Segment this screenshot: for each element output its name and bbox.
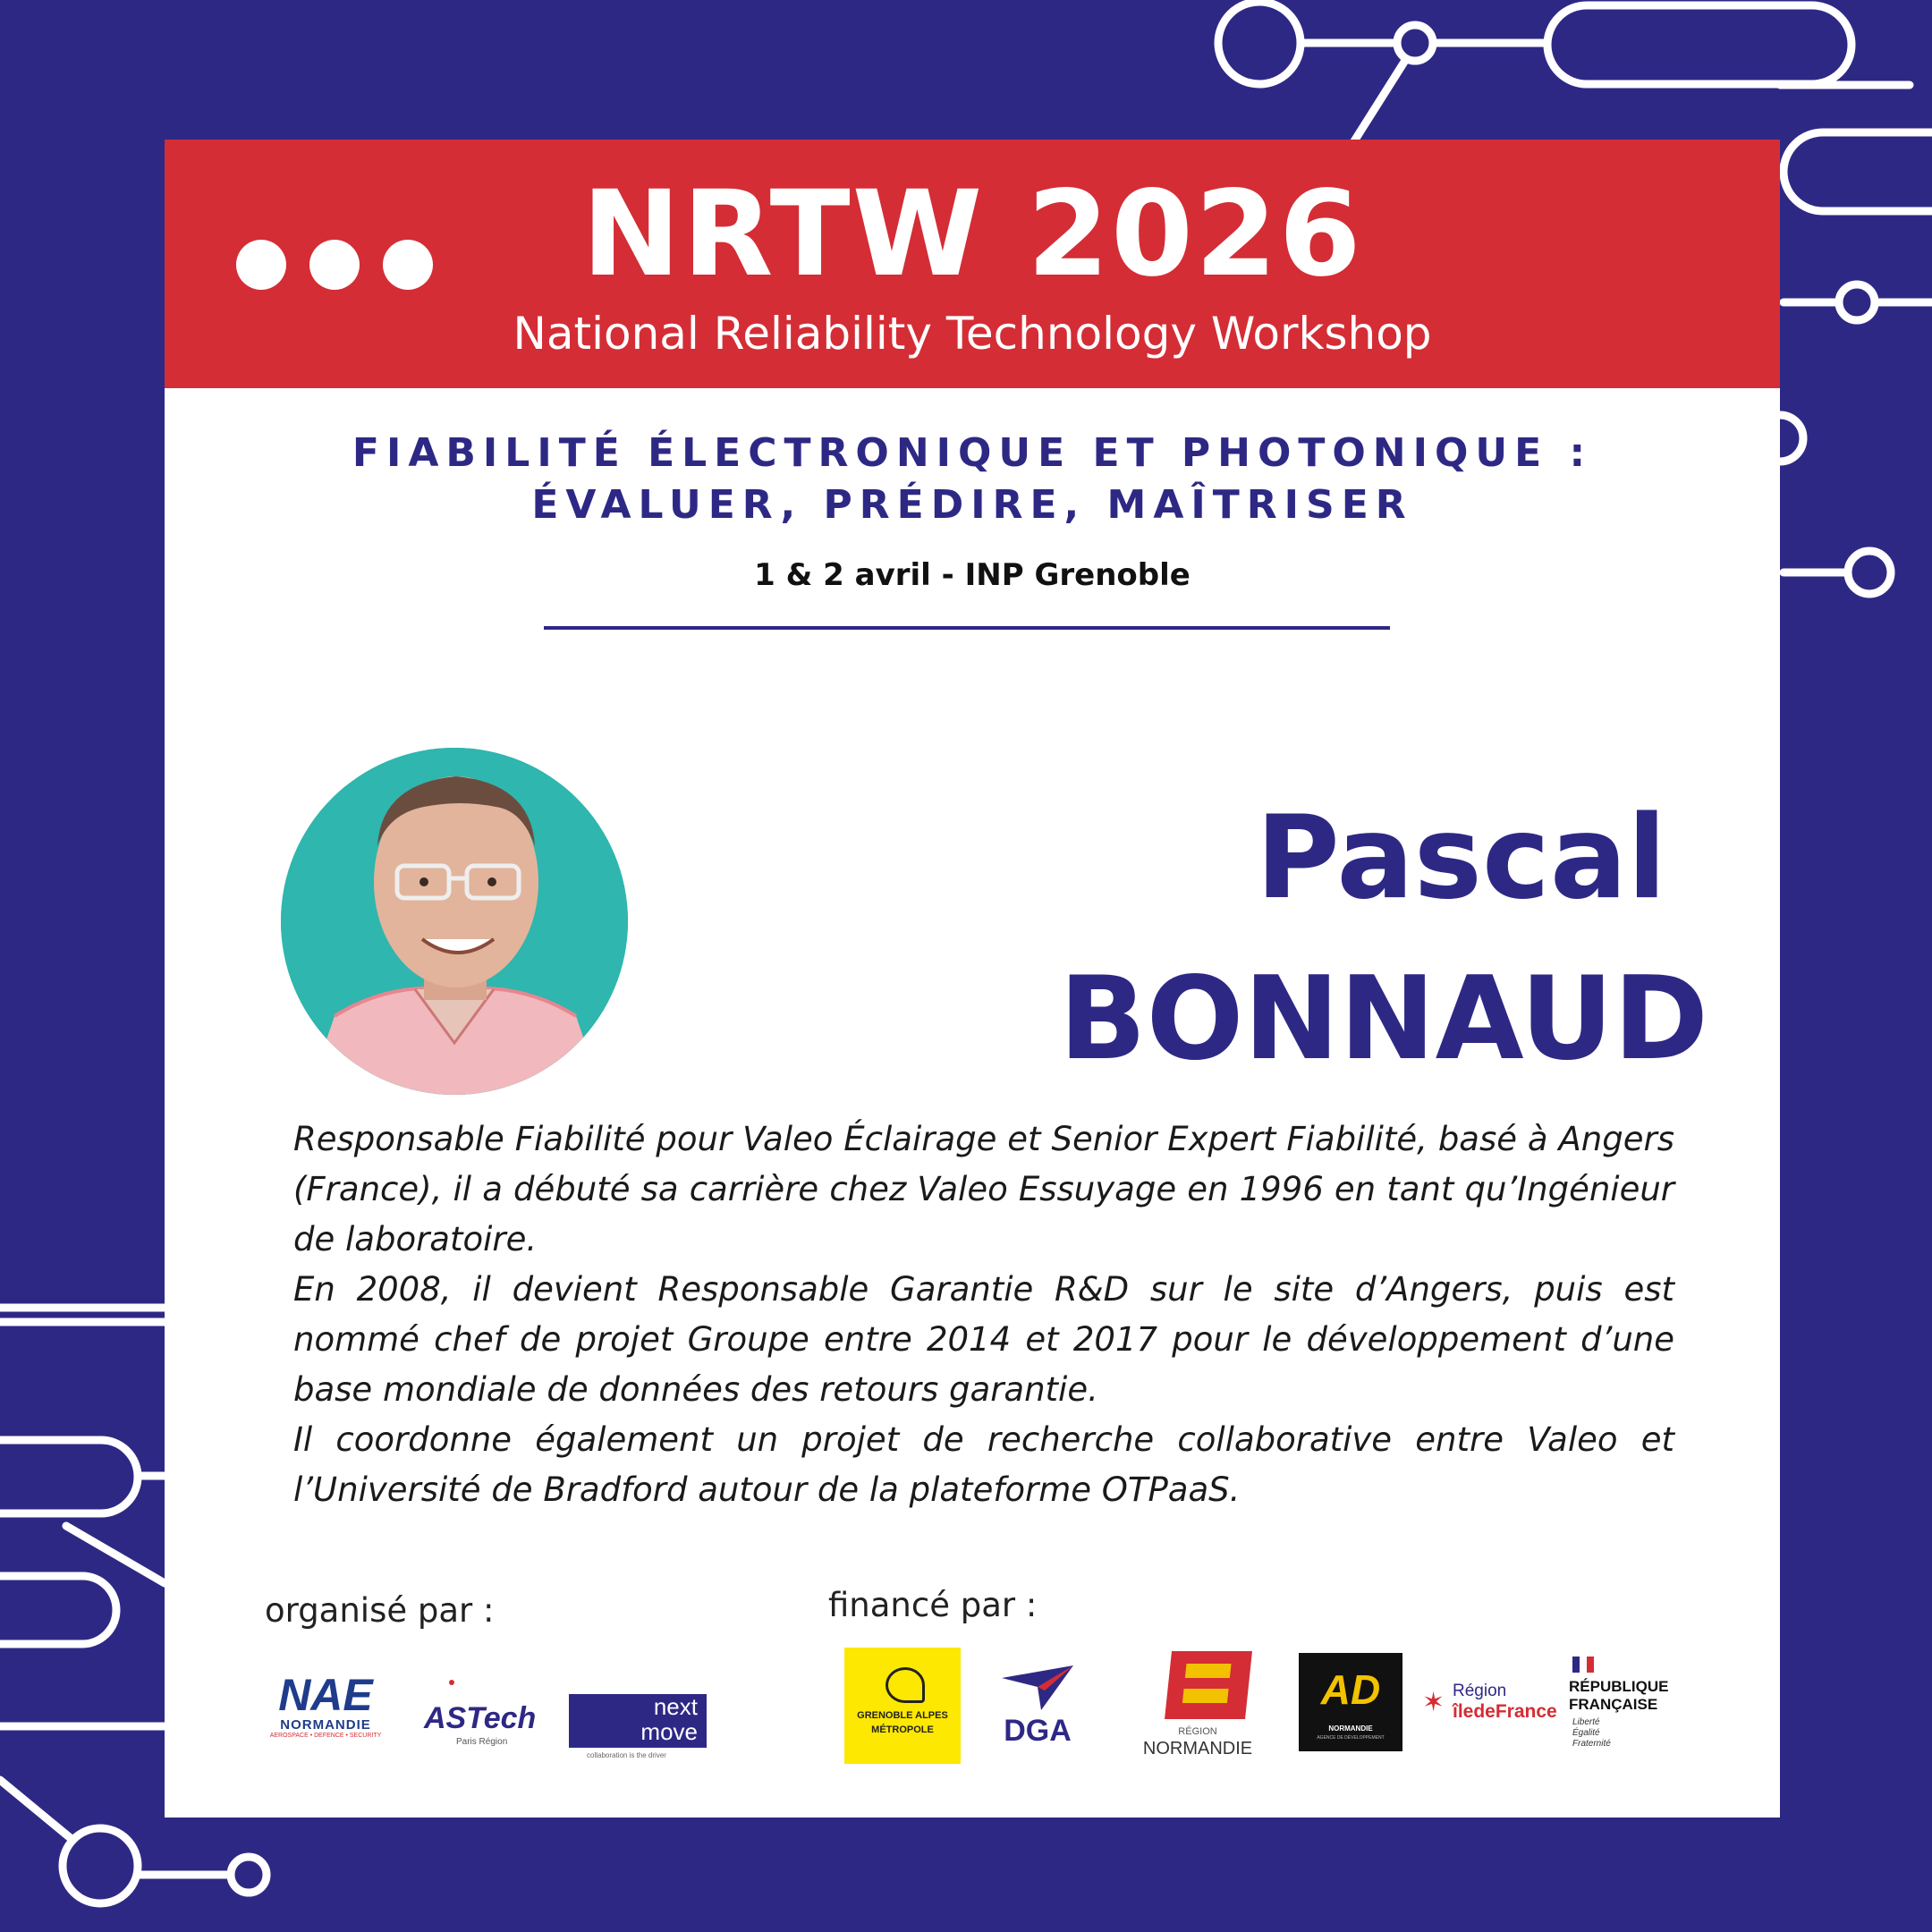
speaker-bio xyxy=(293,1114,1674,1515)
speaker-photo xyxy=(281,748,628,1095)
marianne-flag-icon xyxy=(1572,1657,1594,1673)
event-banner xyxy=(165,140,1780,388)
event-title: NRTW 2026 xyxy=(581,165,1363,303)
star-icon: ✶ xyxy=(1422,1688,1445,1717)
flower-icon xyxy=(886,1667,925,1703)
portrait-illustration xyxy=(281,748,628,1095)
event-dates: 1 & 2 avril - INP Grenoble xyxy=(754,557,1191,593)
event-subtitle: National Reliability Technology Workshop xyxy=(513,308,1432,360)
workshop-theme xyxy=(165,428,1780,531)
speaker-card xyxy=(165,140,1780,1818)
star-icon xyxy=(449,1680,454,1685)
nae-normandie-logo: NAE NORMANDIE AEROSPACE • DEFENCE • SECURITY xyxy=(269,1670,382,1739)
ad-normandie-logo: AD NORMANDIE AGENCE DE DÉVELOPPEMENT xyxy=(1299,1653,1402,1751)
funders-label: financé par : xyxy=(828,1586,1038,1624)
dga-arrow-icon xyxy=(993,1660,1082,1714)
speaker-last-name: BONNAUD xyxy=(1059,953,1708,1086)
dga-logo: DGA xyxy=(993,1660,1082,1753)
speaker-first-name: Pascal xyxy=(1256,792,1667,925)
republique-francaise-logo: RÉPUBLIQUE FRANÇAISE Liberté Égalité Fraternité xyxy=(1569,1657,1685,1760)
region-normandie-logo: RÉGION NORMANDIE xyxy=(1131,1651,1265,1764)
bio-paragraph: Responsable Fiabilité pour Valeo Éclairage et Senior Expert Fiabilité, basé à Angers (France), il a débuté sa carrière chez Valeo Essuyage en 1996 en tant qu’Ingénieur de laboratoire. xyxy=(293,1120,1674,1258)
bio-paragraph: Il coordonne également un projet de recherche collaborative entre Valeo et l’Université de Bradford autour de la plateforme OTPaaS. xyxy=(293,1420,1674,1509)
bio-paragraph: En 2008, il devient Responsable Garantie R&D sur le site d’Angers, puis est nommé chef de projet Groupe entre 2014 et 2017 pour le développement d’une base mondiale de données des retours garantie. xyxy=(293,1270,1674,1409)
organizers-label: organisé par : xyxy=(265,1591,495,1630)
astech-logo: ASTech Paris Région xyxy=(424,1680,531,1755)
normandy-flag-icon xyxy=(1165,1651,1252,1719)
region-ile-de-france-logo: ✶ Région îledeFrance xyxy=(1422,1682,1557,1722)
theme-line-2: ÉVALUER, PRÉDIRE, MAÎTRISER xyxy=(531,482,1413,528)
nextmove-logo: next move collaboration is the driver xyxy=(569,1694,707,1762)
separator-line xyxy=(544,626,1390,630)
theme-line-1: FIABILITÉ ÉLECTRONIQUE ET PHOTONIQUE : xyxy=(352,430,1593,476)
grenoble-alpes-metropole-logo: GRENOBLE ALPES MÉTROPOLE xyxy=(844,1648,961,1764)
